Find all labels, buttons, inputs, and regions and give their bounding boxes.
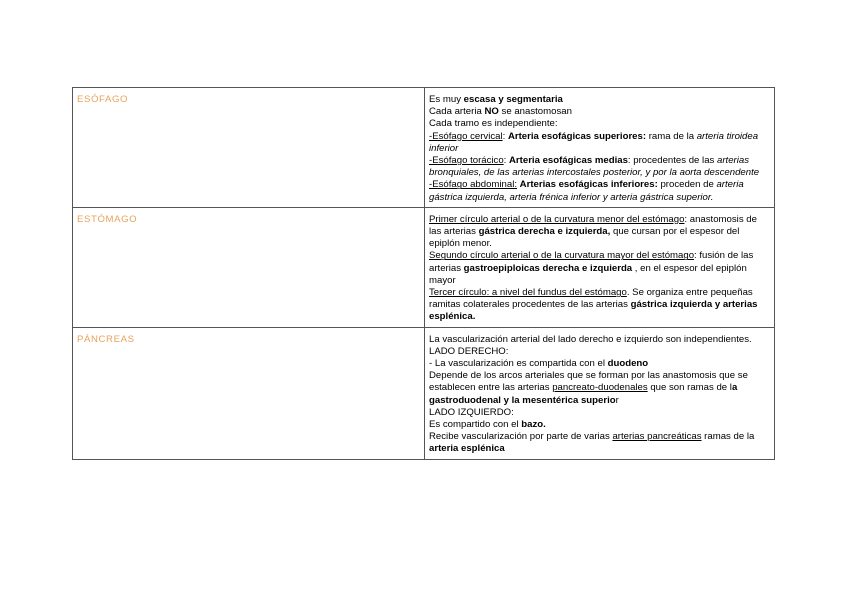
text-run: a gastroduodenal y la mesentérica superio: [429, 382, 738, 406]
text-run: se anastomosan: [498, 106, 572, 118]
description-line: [429, 419, 770, 431]
organ-description-cell: [425, 327, 775, 459]
description-line: [429, 94, 770, 106]
text-run: -Esófago torácico: [429, 155, 504, 167]
text-run: La vascularización arterial del lado derecho e izquierdo son independientes.: [429, 333, 752, 345]
text-run: , en el espesor del epiplón mayor: [429, 262, 747, 286]
text-run: arterias pancreáticas: [612, 431, 702, 443]
text-run: gástrica izquierda y arterias esplénica.: [429, 299, 758, 323]
text-run: que cursan por el espesor del epiplón menor.: [429, 226, 740, 250]
text-run: - La vascularización es compartida con el: [429, 358, 608, 370]
text-run: pancreato-duodenales: [552, 382, 648, 394]
text-run: Es muy: [429, 94, 464, 105]
description-line: [429, 155, 770, 179]
text-run: arteria gástrica izquierda, arteria frénica inferior y arteria gástrica superior.: [429, 179, 744, 203]
text-run: -Esófago abdominal:: [429, 179, 517, 191]
text-run: Segundo círculo arterial o de la curvatura mayor del estómago: [429, 250, 695, 262]
organ-name-cell: ESTÓMAGO: [73, 207, 425, 327]
description-line: [429, 214, 770, 251]
text-run: : anastomosis de las arterias: [429, 213, 757, 238]
text-run: . Se organiza entre pequeñas ramitas colaterales procedentes de las arterias: [429, 287, 753, 311]
text-run: arteria tiroidea inferior: [429, 130, 759, 154]
description-line: [429, 106, 770, 118]
text-run: Arteria esofágicas superiores:: [507, 130, 647, 142]
text-run: arteria esplénica: [429, 443, 505, 455]
text-run: Cada arteria: [429, 106, 485, 118]
table-row-esofago: [73, 88, 775, 208]
text-run: LADO IZQUIERDO:: [429, 406, 514, 418]
text-run: : fusión de las arterias: [429, 250, 754, 274]
text-run: Arteria esofágicas medias: [509, 155, 628, 167]
text-run: :: [502, 130, 508, 142]
description-line: [429, 431, 770, 455]
organ-description-cell: [425, 88, 775, 208]
arterial-supply-table: [72, 87, 775, 460]
text-run: gastroepiploicas derecha e izquierda: [463, 262, 633, 274]
description-line: [429, 370, 770, 407]
text-run: duodeno: [607, 358, 649, 370]
description-line: [429, 131, 770, 155]
text-run: : procedentes de las: [627, 155, 717, 167]
text-run: gástrica derecha e izquierda,: [478, 226, 611, 238]
text-run: r: [615, 394, 619, 406]
text-run: Recibe vascularización por parte de varias: [429, 431, 613, 443]
description-line: [429, 407, 770, 419]
description-line: [429, 118, 770, 130]
table-row-pancreas: [73, 327, 775, 459]
text-run: Primer círculo arterial o de la curvatura menor del estómago: [429, 213, 685, 225]
text-run: -Esófago cervical: [429, 130, 503, 142]
text-run: Cada tramo es independiente:: [429, 118, 558, 130]
description-line: [429, 179, 770, 203]
text-run: escasa y segmentaria: [463, 94, 563, 105]
description-line: [429, 358, 770, 370]
text-run: Depende de los arcos arteriales que se forman por las anastomosis que se establecen entre las arterias: [429, 370, 748, 394]
text-run: NO: [484, 106, 499, 118]
text-run: rama de la: [646, 130, 697, 142]
text-run: bazo.: [521, 419, 546, 431]
text-run: Es compartido con el: [429, 419, 522, 431]
text-run: Arterias esofágicas inferiores:: [519, 179, 658, 191]
description-line: [429, 287, 770, 324]
text-run: proceden de: [657, 179, 717, 191]
table-row-estomago: [73, 207, 775, 327]
organ-description-cell: [425, 207, 775, 327]
text-run: LADO DERECHO:: [429, 345, 509, 357]
description-line: [429, 346, 770, 358]
text-run: arterias bronquiales, de las arterias intercostales posterior, y por la aorta descendente: [429, 155, 760, 179]
description-line: [429, 334, 770, 346]
description-line: [429, 250, 770, 287]
table-body: [73, 88, 775, 460]
organ-name-cell: ESÓFAGO: [73, 88, 425, 208]
text-run: Tercer círculo: a nivel del fundus del estómago: [429, 287, 627, 299]
text-run: ramas de la: [701, 431, 755, 443]
organ-name-cell: PÁNCREAS: [73, 327, 425, 459]
text-run: :: [503, 155, 509, 167]
text-run: que son ramas de l: [647, 382, 732, 394]
